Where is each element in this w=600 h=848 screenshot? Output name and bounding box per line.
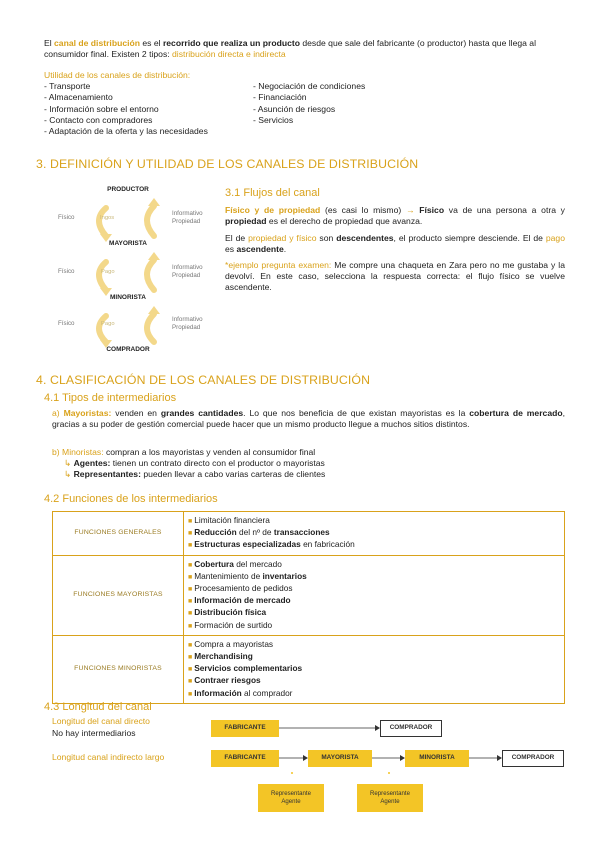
flow-informativo-label: Informativo [172,316,203,323]
return-arrow-icon: ↳ [64,469,72,480]
section-4-2-title: 4.2 Funciones de los intermediarios [44,493,218,505]
box-comprador-directo: COMPRADOR [380,720,442,737]
box-fabricante-directo: FABRICANTE [211,720,279,737]
table-cell-items: ■ Compra a mayoristas ■ Merchandising ■ Servicios complementarios ■ Contraer riesgos ■ Información al comprador [184,635,565,703]
flujos-paragraph-1: Físico y de propiedad (es casi lo mismo) → Físico va de una persona a otra y propiedad es el derecho de propiedad que avanza. [225,205,565,227]
canal-term: canal de distribución [54,38,140,48]
flow-fisico-label: Físico [58,214,75,221]
table-cell-category: FUNCIONES MAYORISTAS [53,555,184,635]
box-mayorista: MAYORISTA [308,750,372,767]
intro-text: es el [140,38,163,48]
box-fabricante-indirecto: FABRICANTE [211,750,279,767]
flujos-paragraph-3: *ejemplo pregunta examen: Me compre una chaqueta en Zara pero no me gustaba y la devolví. En este caso, selecciona la respuesta correcta: el flujo físico se vuelve ascendente. [225,259,565,293]
list-item: - Negociación de condiciones [253,81,366,91]
list-item: - Almacenamiento [44,92,113,103]
list-item: - Asunción de riesgos [253,103,336,114]
flow-fisico-label: Físico [58,320,75,327]
table-cell-items: ■ Limitación financiera ■ Reducción del nº de transacciones ■ Estructuras especializadas en fabricación [184,512,565,556]
dot [291,772,293,774]
intro-text: El [44,38,55,48]
dot [388,772,390,774]
representantes-subitem: ↳ Representantes: pueden llevar a cabo varias carteras de clientes [64,469,326,480]
node-minorista: MINORISTA [110,294,146,301]
node-mayorista: MAYORISTA [109,240,147,247]
box-representante-agente: Representante Agente [258,784,324,812]
list-item: - Servicios [253,114,294,125]
flow-propiedad-label: Propiedad [172,272,201,279]
directo-sub: No hay intermediarios [52,728,136,738]
box-comprador-indirecto: COMPRADOR [502,750,564,767]
section-3-1-title: 3.1 Flujos del canal [225,187,320,199]
table-cell-category: FUNCIONES MINORISTAS [53,635,184,703]
flow-pago-label: Pago [101,321,115,327]
section-4-1-title: 4.1 Tipos de intermediarios [44,392,177,404]
flujos-paragraph-2: El de propiedad y físico son descendentes, el producto siempre desciende. El de pago es ascendente. [225,232,565,254]
flow-fisico-label: Físico [58,268,75,275]
table-cell-category: FUNCIONES GENERALES [53,512,184,556]
agentes-subitem: ↳ Agentes: tienen un contrato directo con el productor o mayoristas [64,458,325,469]
list-item: - Financiación [253,92,307,103]
list-item: - Información sobre el entorno [44,103,159,114]
box-minorista: MINORISTA [405,750,469,767]
return-arrow-icon: ↳ [64,458,72,469]
node-comprador: COMPRADOR [106,346,150,353]
flow-informativo-label: Informativo [172,210,203,217]
section-4-heading: 4. CLASIFICACIÓN DE LOS CANALES DE DISTRIBUCIÓN [36,373,371,387]
arrow-icon: → [405,205,415,216]
node-productor: PRODUCTOR [107,186,149,193]
mayoristas-item: a) Mayoristas: venden en grandes cantidades. Lo que nos beneficia de que existan mayoristas es la cobertura de mercado, gracias a su poder de gestión comercial puede hacer que un mismo producto llegue a muchos sitios distintos. [52,408,566,430]
flow-informativo-label: Informativo [172,264,203,271]
directo-label: Longitud del canal directo [52,716,150,726]
flow-propiedad-label: Propiedad [172,324,201,331]
section-3-heading: 3. DEFINICIÓN Y UTILIDAD DE LOS CANALES DE DISTRIBUCIÓN [36,157,419,171]
tipos-term: distribución directa e indirecta [172,49,286,60]
list-item: - Adaptación de la oferta y las necesidades [44,126,208,137]
utilidad-title: Utilidad de los canales de distribución: [44,70,191,80]
recorrido-term: recorrido que realiza un producto [162,38,300,48]
list-item: - Transporte [44,81,91,91]
minoristas-item: b) Minoristas: compran a los mayoristas y venden al consumidor final ↳ Agentes: tienen un contrato directo con el productor o mayoristas ↳ Representantes: pueden llevar a cabo varias carteras de clientes [52,447,565,481]
section-4-3-title: 4.3 Longitud del canal [44,701,152,713]
indirecto-label: Longitud canal indirecto largo [52,752,165,762]
flow-propiedad-label: Propiedad [172,218,201,225]
flow-pago-label: Pago [101,269,115,275]
list-item: - Contacto con compradores [44,114,153,125]
box-representante-agente: Representante Agente [357,784,423,812]
intro-text: desde que sale del fabricante (o productor) hasta que llega al consumidor final. Existen 2 tipos: [44,38,536,60]
flow-pago-label: Ingos [100,215,115,221]
table-cell-items: ■ Cobertura del mercado ■ Mantenimiento de inventarios ■ Procesamiento de pedidos ■ Información de mercado ■ Distribución física ■ Formación de surtido [184,555,565,635]
